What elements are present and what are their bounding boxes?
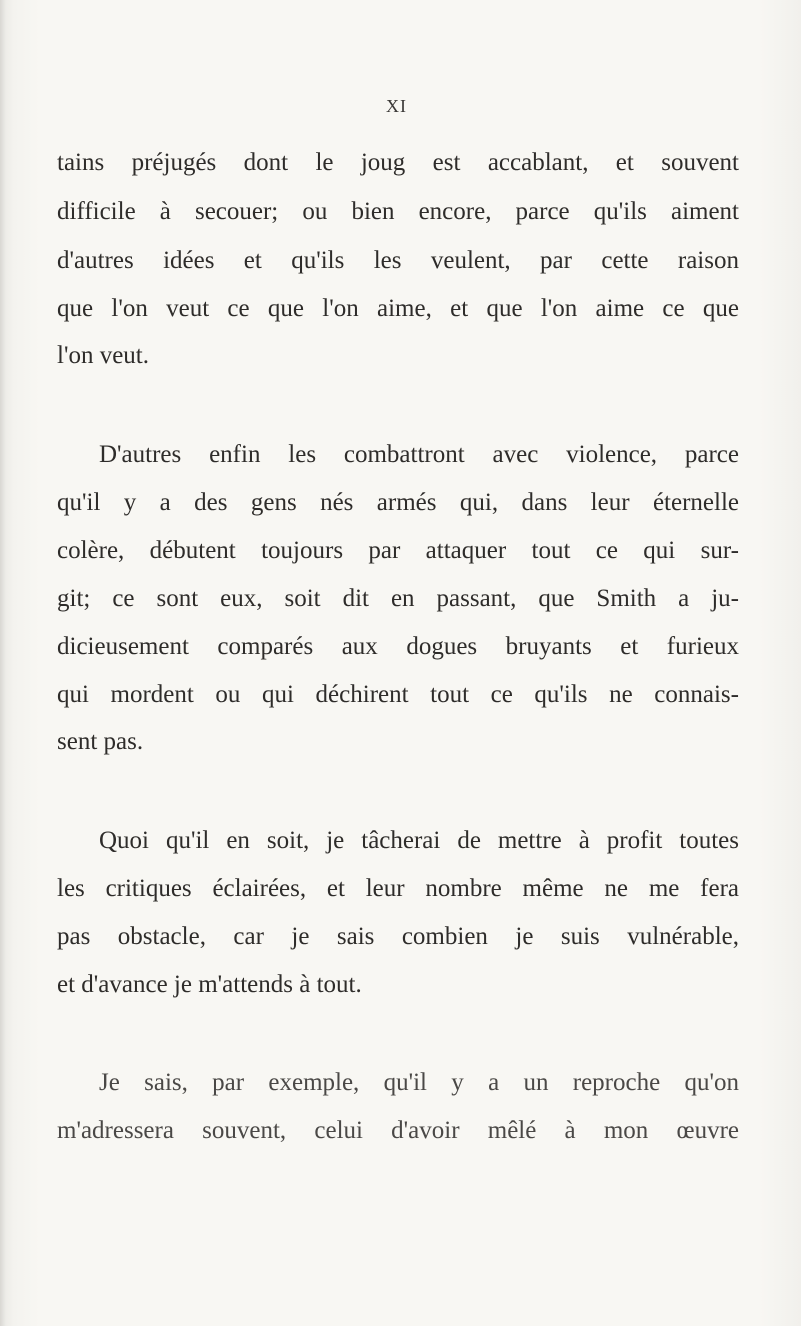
page-number: XI — [386, 96, 407, 116]
text-line: Quoi qu'il en soit, je tâcherai de mettre à profit toutes — [99, 827, 739, 854]
text-line: qui mordent ou qui déchirent tout ce qu'ils ne connais- — [57, 681, 739, 708]
text-line: m'adressera souvent, celui d'avoir mêlé à mon œuvre — [57, 1117, 739, 1144]
text-line: et d'avance je m'attends à tout. — [57, 971, 362, 998]
text-line: D'autres enfin les combattront avec violence, parce — [99, 441, 739, 468]
text-line: dicieusement comparés aux dogues bruyants et furieux — [57, 633, 739, 660]
text-line: sent pas. — [57, 728, 144, 755]
text-line: qu'il y a des gens nés armés qui, dans leur éternelle — [57, 489, 739, 516]
text-line: git; ce sont eux, soit dit en passant, que Smith a ju- — [57, 585, 739, 612]
text-line: Je sais, par exemple, qu'il y a un reproche qu'on — [99, 1069, 739, 1096]
text-line: l'on veut. — [57, 342, 149, 369]
text-line: les critiques éclairées, et leur nombre même ne me fera — [57, 875, 739, 902]
text-line: tains préjugés dont le joug est accablant, et souvent — [57, 149, 739, 176]
text-line: d'autres idées et qu'ils les veulent, par cette raison — [57, 247, 739, 274]
text-line: que l'on veut ce que l'on aime, et que l'on aime ce que — [57, 295, 739, 322]
text-line: difficile à secouer; ou bien encore, parce qu'ils aiment — [57, 198, 739, 225]
text-line: pas obstacle, car je sais combien je suis vulnérable, — [57, 923, 739, 950]
text-line: colère, débutent toujours par attaquer tout ce qui sur- — [57, 537, 739, 564]
page-binding-edge — [0, 0, 6, 1326]
